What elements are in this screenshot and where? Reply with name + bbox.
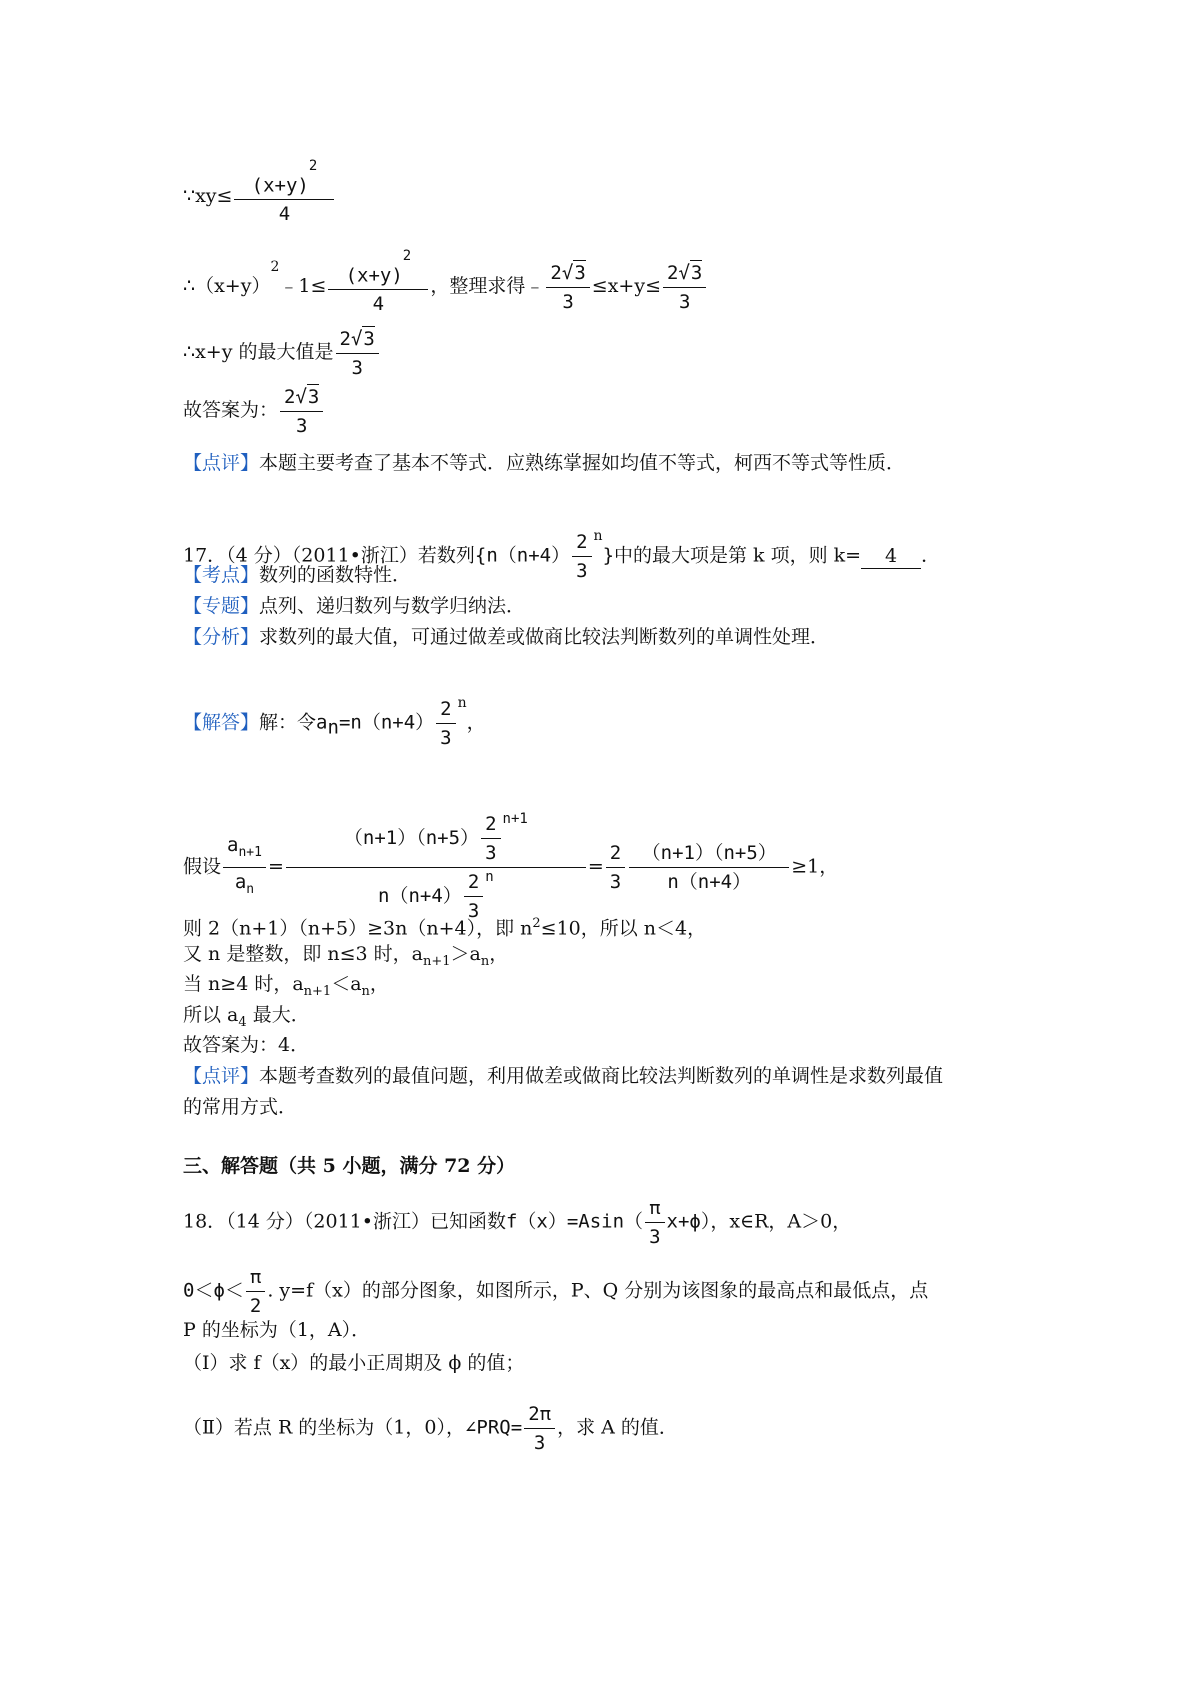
numerator: 2	[436, 697, 455, 724]
a-symbol: a	[316, 711, 328, 734]
numerator	[286, 812, 586, 868]
numerator: 2√3	[663, 260, 706, 288]
q18-range	[183, 1265, 928, 1318]
brace: }	[602, 544, 615, 567]
q18-part-1	[183, 1351, 524, 1375]
denominator: 3	[533, 1432, 546, 1454]
text: ﹣1≤	[279, 275, 327, 298]
a-symbol: a	[234, 871, 247, 893]
fraction	[436, 697, 455, 750]
text: ∵xy≤	[183, 185, 233, 208]
denominator: 3	[649, 1226, 661, 1248]
ratio-fraction	[223, 833, 266, 902]
q16-comment	[183, 451, 905, 475]
text: （n+1）（n+5）	[343, 827, 480, 849]
denominator: n（n+4）	[667, 871, 752, 893]
text: 故答案为：	[183, 399, 279, 421]
q16-line-2	[183, 248, 708, 316]
comment-tag: 【点评】	[183, 1065, 260, 1087]
text: 中的最大项是第 k 项，则 k=	[614, 544, 862, 567]
fraction	[246, 1265, 265, 1318]
numerator	[223, 833, 266, 868]
text: . y=f（x）的部分图象，如图所示，P、Q 分别为该图象的最高点和最低点，点	[267, 1279, 929, 1302]
text: ．	[921, 544, 941, 567]
fraction	[336, 326, 379, 380]
text: 故答案为：4．	[183, 1034, 310, 1056]
text: 所以 a	[183, 1004, 239, 1026]
rhs-fraction	[629, 841, 789, 894]
text: P 的坐标为（1，A）．	[183, 1319, 371, 1341]
denominator: 3	[351, 357, 363, 379]
jieda-tag: 【解答】	[183, 711, 260, 734]
text: 三、解答题（共 5 小题，满分 72 分）	[183, 1155, 516, 1177]
q18-stem	[183, 1196, 851, 1249]
comment-text: 的常用方式．	[183, 1096, 298, 1118]
numerator: 2	[606, 841, 625, 868]
q17-comment-2	[183, 1095, 297, 1119]
fenxi-tag: 【分析】	[183, 626, 260, 648]
text: ≥1，	[791, 855, 839, 878]
numerator	[328, 248, 428, 290]
text: ＞a	[450, 943, 481, 965]
numerator: 2√3	[280, 384, 323, 412]
a-symbol: a	[227, 834, 239, 857]
zhuanti-tag: 【专题】	[183, 595, 260, 617]
text: ，	[489, 943, 509, 965]
fenxi-text: 求数列的最大值，可通过做差或做商比较法判断数列的单调性处理．	[259, 626, 830, 648]
fraction	[645, 1196, 664, 1249]
subscript: 4	[238, 1014, 247, 1030]
subscript: n	[246, 881, 255, 897]
expr: x+ϕ）	[666, 1210, 711, 1233]
exponent: n	[593, 528, 603, 545]
coef: 2	[550, 262, 562, 285]
q17-kaodian	[183, 563, 411, 587]
subscript: n	[327, 716, 339, 739]
numerator: （n+1）（n+5）	[629, 841, 789, 868]
text: （Ⅰ）求 f（x）的最小正周期及 ϕ 的值；	[183, 1352, 525, 1374]
subscript: n	[361, 983, 370, 999]
numerator: 2√3	[546, 260, 589, 288]
q17-comment-1	[183, 1064, 943, 1088]
q17-step-3	[183, 972, 389, 1004]
fraction	[234, 158, 334, 226]
denominator: 2	[249, 1295, 262, 1317]
text: n（n+4）	[378, 885, 462, 907]
subscript: n+1	[238, 845, 262, 860]
coef: 2	[284, 386, 296, 408]
q17-jieda	[183, 697, 486, 750]
func-expr: f（x）=Asin	[505, 1210, 625, 1233]
inner-fraction	[481, 812, 500, 865]
exponent: 2	[308, 158, 318, 174]
denominator: 3	[609, 871, 622, 893]
fraction	[280, 384, 323, 438]
sequence-expr: {n（n+4）	[474, 544, 571, 567]
kaodian-text: 数列的函数特性．	[259, 564, 412, 586]
comment-text: 本题考查数列的最值问题，利用做差或做商比较法判断数列的单调性是求数列最值	[259, 1065, 944, 1087]
numerator: 2	[481, 812, 500, 839]
exponent: n	[457, 695, 467, 712]
fraction	[663, 260, 706, 314]
denominator: 4	[372, 293, 385, 316]
section-title	[183, 1154, 515, 1178]
exponent: n+1	[502, 810, 528, 827]
text: ，	[466, 711, 486, 734]
denominator: 3	[678, 291, 691, 314]
q16-line-1	[183, 158, 336, 226]
denominator: 3	[485, 842, 497, 864]
big-fraction	[286, 812, 586, 923]
exponent: n	[485, 868, 494, 885]
text: ，x∈R，A＞0，	[710, 1210, 852, 1233]
text: 18．（14 分）（2011•浙江）已知函数	[183, 1210, 506, 1233]
denominator: 3	[576, 560, 588, 582]
text: 当 n≥4 时，a	[183, 973, 304, 995]
kaodian-tag: 【考点】	[183, 564, 260, 586]
denominator: 3	[562, 291, 574, 314]
exponent: 2	[532, 916, 541, 931]
q17-step-5	[183, 1033, 309, 1057]
angle-expr: ∠PRQ=	[464, 1416, 523, 1439]
q17-fenxi	[183, 625, 829, 649]
text: 又 n 是整数，即 n≤3 时，a	[183, 943, 423, 965]
text: 则 2（n+1）（n+5）≥3n（n+4），即 n	[183, 917, 533, 940]
radicand: 3	[363, 328, 375, 350]
text: 17．（4 分）（2011•浙江）若数列	[183, 544, 475, 567]
range-expr: 0＜ϕ＜	[183, 1279, 244, 1302]
rhs-coef	[606, 841, 625, 894]
numerator: π	[645, 1196, 664, 1223]
text: 解：令	[259, 711, 317, 734]
q16-line-4	[183, 384, 325, 438]
q17-assume: 假设 $\frac{a_{n+1}}{a_n}$ = （n+1）（n+5） $\frac{2}{3}$ $^{n+1}$ n（n+4） $\frac{2}{3}$ $^n$ = $\frac{2}{3}$ $\frac{(n+1)(n+5)}{n(n+4)}$ ≥1，	[183, 810, 839, 922]
fraction	[524, 1402, 555, 1455]
text: （Ⅱ）若点 R 的坐标为（1，0），	[183, 1416, 465, 1439]
comment-text: 本题主要考查了基本不等式．应熟练掌握如均值不等式，柯西不等式等性质．	[259, 452, 906, 474]
denominator: 3	[440, 727, 452, 749]
subscript: n+1	[422, 953, 451, 969]
text: ＜a	[331, 973, 362, 995]
text: ≤x+y≤	[591, 275, 661, 298]
fraction	[546, 260, 589, 314]
denominator: 4	[278, 203, 291, 226]
radicand: 3	[574, 262, 586, 285]
q17-step-2	[183, 942, 508, 974]
text: ，	[369, 973, 389, 995]
numerator: 2π	[524, 1402, 555, 1429]
comment-tag: 【点评】	[183, 452, 260, 474]
numerator	[234, 158, 334, 200]
q16-line-3	[183, 326, 381, 380]
subscript: n	[480, 953, 490, 969]
fraction	[572, 530, 591, 583]
numerator: 2	[464, 870, 483, 897]
coef: 2	[667, 262, 679, 285]
expr: =n（n+4）	[338, 711, 435, 734]
paren: （	[624, 1210, 644, 1233]
fraction	[328, 248, 428, 316]
answer-blank: 4	[861, 544, 921, 569]
radicand: 3	[307, 386, 320, 408]
denominator: 3	[467, 900, 480, 922]
exponent: 2	[270, 258, 280, 275]
text: ∴x+y 的最大值是	[183, 341, 334, 363]
numerator: 2	[572, 530, 591, 557]
denominator	[223, 868, 266, 902]
numerator: 2√3	[336, 326, 379, 354]
coef: 2	[339, 328, 351, 350]
denominator: 3	[295, 415, 308, 437]
text: ，整理求得﹣	[430, 275, 545, 298]
zhuanti-text: 点列、递归数列与数学归纳法．	[259, 595, 526, 617]
radicand: 3	[690, 262, 703, 285]
text: ≤10，所以 n＜4，	[540, 917, 707, 940]
text: ，求 A 的值．	[557, 1416, 678, 1439]
text: (x+y)	[345, 264, 403, 287]
q17-step-4	[183, 1003, 310, 1035]
q18-line-3	[183, 1318, 370, 1342]
subscript: n+1	[303, 983, 332, 999]
text: (x+y)	[251, 174, 309, 197]
q18-part-2	[183, 1402, 678, 1455]
exponent: 2	[402, 248, 412, 264]
q17-zhuanti	[183, 594, 525, 618]
text: 假设	[183, 855, 222, 878]
numerator: π	[246, 1265, 265, 1292]
q17-step-1	[183, 912, 706, 940]
text: 最大．	[246, 1004, 310, 1026]
text: ∴（x+y）	[183, 275, 271, 298]
